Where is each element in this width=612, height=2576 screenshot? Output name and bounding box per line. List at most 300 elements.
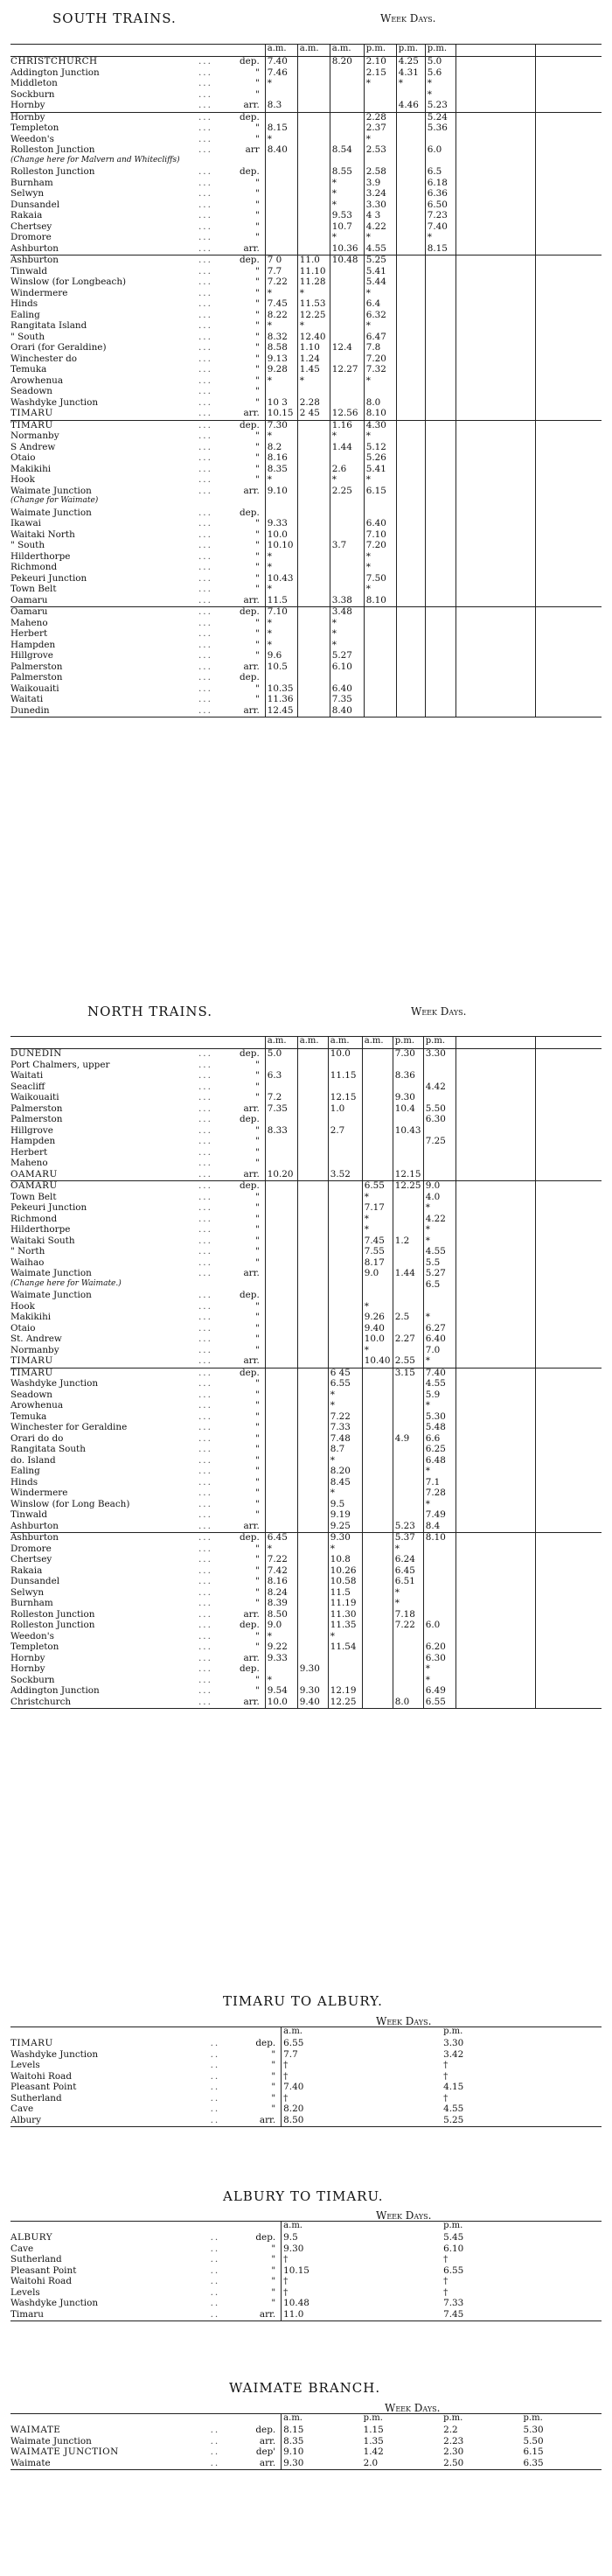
- time-cell: 7 0: [265, 256, 297, 267]
- time-cell: [265, 1412, 297, 1424]
- time-cell: *: [364, 584, 396, 596]
- time-cell: 6.3: [265, 1071, 297, 1082]
- time-cell: 10.8: [328, 1555, 362, 1566]
- timetable-row: [10, 1093, 602, 1104]
- blank-column: [456, 519, 535, 530]
- timetable-row: [10, 662, 602, 674]
- time-cell: [297, 1082, 328, 1094]
- time-cell: [328, 1334, 362, 1346]
- time-cell: *: [364, 431, 396, 443]
- blank-column: [456, 101, 535, 112]
- station-name: Pleasant Point: [10, 2082, 77, 2092]
- blank-column: [456, 1170, 535, 1181]
- timetable-row: [10, 311, 602, 322]
- time-cell: 4.42: [423, 1082, 456, 1094]
- dep-arr-marker: ": [254, 1246, 260, 1256]
- time-cell: [328, 1214, 362, 1226]
- time-cell: *: [423, 1664, 456, 1676]
- leader-dots: ...: [198, 1092, 212, 1102]
- blank-column: [456, 1158, 535, 1170]
- time-cell: [393, 1686, 423, 1698]
- time-cell: 7.32: [364, 365, 396, 376]
- leader-dots: ...: [198, 1312, 212, 1322]
- time-cell: [297, 1356, 328, 1368]
- timetable-row: [10, 2277, 602, 2288]
- blank-column: [535, 57, 602, 68]
- time-cell: [330, 112, 364, 123]
- station-name: Cave: [10, 2104, 34, 2114]
- station-name: Hampden: [10, 639, 56, 650]
- dep-arr-marker: ": [254, 650, 260, 661]
- blank-column: [535, 267, 602, 278]
- time-cell: 8.40: [330, 706, 364, 718]
- station-name: Selwyn: [10, 1586, 45, 1598]
- leader-dots: ...: [198, 607, 240, 619]
- station-name: St. Andrew: [10, 1334, 62, 1344]
- time-cell: 8.4: [423, 1522, 456, 1533]
- time-cell: 5.0: [425, 57, 456, 68]
- south-week-days-label: Week Days.: [380, 12, 436, 24]
- time-cell: [265, 1158, 297, 1170]
- blank-column: [535, 1478, 602, 1489]
- time-cell: [396, 420, 425, 431]
- station-name: Hook: [10, 1300, 35, 1312]
- time-cell: [425, 574, 456, 585]
- blank-column: [456, 354, 535, 366]
- time-cell: [330, 552, 364, 564]
- time-cell: [396, 189, 425, 200]
- time-cell: 8.16: [265, 1577, 297, 1588]
- station-name: Waitati: [10, 694, 44, 704]
- time-cell: *: [364, 233, 396, 244]
- time-cell: [396, 584, 425, 596]
- time-cell: 9.40: [362, 1324, 393, 1335]
- time-cell: [265, 1181, 297, 1193]
- time-cell: 2 45: [297, 409, 330, 420]
- timetable-row: [10, 695, 602, 706]
- timetable-row: [10, 1368, 602, 1379]
- time-cell: 10.58: [328, 1577, 362, 1588]
- time-cell: [297, 1423, 328, 1434]
- time-cell: [297, 497, 330, 508]
- blank-column: [535, 1158, 602, 1170]
- blank-column: [535, 211, 602, 222]
- dep-arr-marker: arr.: [243, 661, 260, 672]
- time-cell: 10.4: [393, 1104, 423, 1116]
- time-column-header: p.m.: [442, 2027, 602, 2040]
- time-cell: *: [328, 1456, 362, 1467]
- header-blank: [198, 1037, 240, 1049]
- time-cell: 4.0: [423, 1193, 456, 1204]
- timetable-row: [10, 178, 602, 190]
- station-name: DUNEDIN: [10, 1049, 198, 1060]
- timetable-row: [10, 1577, 602, 1588]
- leader-dots: ...: [198, 1334, 212, 1344]
- dep-arr-marker: ": [254, 1070, 260, 1081]
- timetable-row: [10, 1346, 602, 1357]
- time-cell: [297, 1577, 328, 1588]
- station-name: Sockburn: [10, 88, 55, 100]
- station-name: Orari (for Geraldine): [10, 342, 107, 353]
- blank-column: [456, 321, 535, 332]
- blank-column: [456, 1632, 535, 1643]
- station-name: Palmerston: [10, 1102, 63, 1114]
- blank-column: [456, 1466, 535, 1478]
- leader-dots: ...: [198, 1246, 212, 1256]
- station-name: Richmond: [10, 1213, 58, 1224]
- time-cell: [396, 619, 425, 630]
- time-cell: [330, 68, 364, 80]
- time-cell: [330, 101, 364, 112]
- blank-column: [535, 596, 602, 607]
- time-cell: [425, 629, 456, 640]
- time-cell: 7.0: [423, 1346, 456, 1357]
- dep-arr-marker: ": [254, 1059, 260, 1070]
- dep-arr-marker: arr.: [243, 408, 260, 418]
- leader-dots: ...: [198, 1049, 240, 1060]
- dep-arr-marker: ": [254, 1378, 260, 1389]
- time-cell: *: [364, 289, 396, 300]
- leader-dots: ...: [198, 166, 212, 177]
- blank-column: [535, 519, 602, 530]
- dep-arr-marker: ": [254, 1334, 260, 1344]
- station-name: " North: [10, 1246, 45, 1256]
- station-name: Timaru: [10, 2310, 211, 2321]
- leader-dots: ...: [198, 572, 212, 584]
- dep-arr-marker: ": [254, 353, 260, 364]
- time-column-header: p.m.: [396, 45, 425, 57]
- dep-arr-marker: ": [254, 78, 260, 88]
- time-cell: 8.10: [423, 1533, 456, 1544]
- time-cell: 9.33: [265, 519, 297, 530]
- dep-arr-marker: dep': [255, 2446, 276, 2457]
- dep-arr-marker: ": [254, 1586, 260, 1598]
- time-cell: 6.32: [364, 311, 396, 322]
- time-cell: 9.26: [362, 1312, 393, 1324]
- dep-arr-marker: dep.: [240, 166, 260, 177]
- time-cell: [297, 706, 330, 718]
- time-cell: [297, 1247, 328, 1258]
- leader-dots: ...: [198, 396, 212, 408]
- time-cell: *: [423, 1236, 456, 1248]
- leader-dots: ..: [210, 2038, 220, 2048]
- time-cell: [396, 574, 425, 585]
- time-cell: [265, 1247, 297, 1258]
- time-cell: [265, 1302, 297, 1313]
- time-cell: [425, 365, 456, 376]
- time-cell: 12.19: [328, 1686, 362, 1698]
- time-cell: [423, 1577, 456, 1588]
- leader-dots: ...: [198, 133, 212, 144]
- blank-column: [535, 1599, 602, 1610]
- time-cell: 9.30: [297, 1686, 328, 1698]
- time-cell: [425, 651, 456, 662]
- time-cell: 8.24: [265, 1588, 297, 1600]
- time-cell: 8.16: [265, 453, 297, 465]
- time-cell: [362, 1060, 393, 1072]
- time-cell: [425, 684, 456, 696]
- time-cell: [265, 1137, 297, 1148]
- time-cell: [393, 1203, 423, 1214]
- leader-dots: ...: [198, 1124, 212, 1136]
- time-cell: 1.2: [393, 1236, 423, 1248]
- blank-column: [535, 1104, 602, 1116]
- time-cell: [396, 398, 425, 410]
- header-blank: [10, 1037, 198, 1049]
- time-cell: 5.48: [423, 1423, 456, 1434]
- time-cell: [297, 1312, 328, 1324]
- time-cell: *: [330, 629, 364, 640]
- time-cell: 8.0: [364, 398, 396, 410]
- time-cell: [265, 1434, 297, 1446]
- leader-dots: ...: [198, 1224, 212, 1235]
- dep-arr-marker: ": [254, 1191, 260, 1202]
- time-cell: [393, 1664, 423, 1676]
- station-name: Palmerston: [10, 672, 63, 682]
- station-name: ALBURY: [10, 2232, 53, 2243]
- blank-column: [456, 1236, 535, 1248]
- blank-column: [535, 673, 602, 684]
- blank-column: [535, 1698, 602, 1709]
- time-cell: [328, 1654, 362, 1665]
- leader-dots: ...: [198, 1476, 212, 1488]
- station-name: Addington Junction: [10, 66, 100, 78]
- time-cell: 8.2: [265, 443, 297, 454]
- dep-arr-marker: ": [254, 1554, 260, 1564]
- time-cell: [265, 157, 297, 168]
- timetable-row: [10, 1423, 602, 1434]
- time-cell: [396, 497, 425, 508]
- time-cell: 7.20: [364, 354, 396, 366]
- time-cell: [297, 79, 330, 90]
- time-cell: 2.55: [393, 1356, 423, 1368]
- time-cell: [364, 684, 396, 696]
- leader-dots: ...: [198, 1344, 212, 1355]
- time-cell: 8.10: [364, 409, 396, 420]
- dep-arr-marker: ": [271, 2286, 276, 2298]
- time-cell: †: [443, 2286, 449, 2298]
- time-cell: [425, 332, 456, 344]
- leader-dots: ...: [198, 287, 212, 298]
- dep-arr-marker: dep.: [240, 1620, 260, 1630]
- time-cell: [297, 453, 330, 465]
- leader-dots: ...: [198, 1652, 212, 1663]
- blank-column: [535, 1247, 602, 1258]
- blank-column: [456, 1510, 535, 1522]
- leader-dots: ...: [198, 364, 212, 374]
- header-row: [10, 2414, 602, 2426]
- time-cell: [423, 1170, 456, 1181]
- time-cell: 3.52: [328, 1170, 362, 1181]
- time-cell: 11.19: [328, 1599, 362, 1610]
- time-cell: 6.49: [423, 1686, 456, 1698]
- time-cell: *: [330, 475, 364, 486]
- dep-arr-marker: arr.: [243, 594, 260, 606]
- station-name: Albury: [10, 2116, 211, 2127]
- station-name: Maheno: [10, 1158, 48, 1168]
- blank-column: [456, 365, 535, 376]
- station-name: Levels: [10, 2286, 40, 2298]
- leader-dots: ...: [198, 1114, 212, 1124]
- time-cell: [423, 1555, 456, 1566]
- leader-dots: ...: [198, 309, 212, 320]
- time-cell: [393, 1510, 423, 1522]
- time-cell: [393, 1214, 423, 1226]
- time-cell: 9.10: [282, 2447, 362, 2459]
- time-cell: [265, 1368, 297, 1379]
- time-cell: [396, 277, 425, 289]
- time-cell: [393, 1500, 423, 1511]
- time-cell: [265, 1466, 297, 1478]
- leader-dots: ...: [198, 420, 240, 431]
- header-blank: [254, 2222, 282, 2234]
- dep-arr-marker: ": [254, 572, 260, 584]
- blank-column: [535, 68, 602, 80]
- blank-column: [535, 497, 602, 508]
- dep-arr-marker: arr.: [243, 1355, 260, 1366]
- timetable-row: [10, 2116, 602, 2127]
- dep-arr-marker: dep.: [240, 1114, 260, 1124]
- time-cell: [396, 475, 425, 486]
- time-cell: [423, 1158, 456, 1170]
- timetable-row: [10, 1401, 602, 1412]
- time-cell: [297, 1060, 328, 1072]
- time-cell: 11.5: [265, 596, 297, 607]
- header-blank: [240, 45, 265, 57]
- time-cell: 5.45: [443, 2232, 464, 2243]
- blank-column: [456, 1093, 535, 1104]
- time-cell: 8.36: [393, 1071, 423, 1082]
- timetable-row: [10, 244, 602, 256]
- leader-dots: ..: [210, 2092, 220, 2104]
- time-cell: [265, 1312, 297, 1324]
- timetable-row: [10, 1610, 602, 1621]
- time-cell: 7.30: [265, 420, 297, 431]
- time-cell: 6.4: [364, 299, 396, 311]
- leader-dots: ...: [198, 242, 212, 254]
- time-cell: [330, 519, 364, 530]
- blank-column: [535, 629, 602, 640]
- station-name: Hilderthorpe: [10, 1224, 71, 1235]
- blank-column: [535, 101, 602, 112]
- time-cell: [362, 1488, 393, 1500]
- time-column-header: a.m.: [265, 45, 297, 57]
- time-cell: 8.17: [362, 1258, 393, 1270]
- time-cell: 7.40: [282, 2082, 442, 2094]
- blank-column: [535, 189, 602, 200]
- time-cell: [362, 1390, 393, 1402]
- timetable-row: [10, 2310, 602, 2321]
- dep-arr-marker: ": [254, 1202, 260, 1213]
- blank-column: [535, 1060, 602, 1072]
- time-cell: [328, 1236, 362, 1248]
- leader-dots: ...: [198, 518, 212, 528]
- time-cell: [425, 607, 456, 619]
- dep-arr-marker: ": [254, 177, 260, 188]
- blank-column: [535, 1456, 602, 1467]
- dep-arr-marker: ": [254, 628, 260, 639]
- time-cell: [393, 1445, 423, 1456]
- blank-column: [535, 1654, 602, 1665]
- station-name: Hornby: [10, 100, 45, 110]
- time-cell: [297, 1599, 328, 1610]
- time-cell: 2.25: [330, 486, 364, 498]
- time-cell: [297, 123, 330, 135]
- timetable-row: [10, 541, 602, 552]
- time-cell: 5.27: [423, 1269, 456, 1280]
- time-cell: [265, 1324, 297, 1335]
- time-cell: 11.15: [328, 1071, 362, 1082]
- time-cell: [297, 1158, 328, 1170]
- time-cell: [396, 289, 425, 300]
- time-cell: 6.10: [330, 662, 364, 674]
- time-cell: [396, 596, 425, 607]
- time-cell: [297, 1434, 328, 1446]
- time-cell: 5.50: [523, 2435, 544, 2446]
- time-cell: [265, 1522, 297, 1533]
- time-cell: [393, 1225, 423, 1236]
- time-cell: 6.50: [425, 200, 456, 212]
- time-cell: [364, 90, 396, 102]
- timetable-row: [10, 563, 602, 574]
- time-cell: 10.36: [330, 244, 364, 256]
- time-cell: [297, 1203, 328, 1214]
- time-cell: 8.3: [265, 101, 297, 112]
- time-cell: [425, 530, 456, 542]
- time-cell: [328, 1148, 362, 1159]
- blank-column: [535, 1214, 602, 1226]
- timetable-row: [10, 157, 602, 168]
- time-cell: 9.30: [393, 1093, 423, 1104]
- timetable-row: [10, 1356, 602, 1368]
- time-cell: [425, 465, 456, 476]
- dep-arr-marker: ": [254, 1235, 260, 1246]
- leader-dots: ...: [198, 57, 240, 68]
- dep-arr-marker: dep.: [240, 1181, 265, 1193]
- dep-arr-marker: ": [254, 1224, 260, 1235]
- leader-dots: ...: [198, 1663, 212, 1674]
- time-cell: [396, 167, 425, 178]
- time-cell: *: [362, 1302, 393, 1313]
- station-name: Waimate: [10, 2459, 211, 2470]
- time-cell: 2.6: [330, 465, 364, 476]
- timetable-row: [10, 1324, 602, 1335]
- timetable-row: [10, 2104, 602, 2116]
- dep-arr-marker: ": [254, 320, 260, 331]
- time-cell: [297, 574, 330, 585]
- station-name: Pleasant Point: [10, 2264, 77, 2276]
- blank-column: [456, 1302, 535, 1313]
- blank-column: [456, 299, 535, 311]
- time-cell: 7.50: [364, 574, 396, 585]
- time-cell: [362, 1368, 393, 1379]
- leader-dots: ..: [210, 2104, 220, 2114]
- timetable-row: [10, 2255, 602, 2266]
- time-cell: 5.41: [364, 465, 396, 476]
- leader-dots: ...: [198, 1598, 212, 1608]
- time-cell: [396, 222, 425, 234]
- time-cell: 1.45: [297, 365, 330, 376]
- time-cell: 5.0: [265, 1049, 297, 1060]
- time-cell: 6.0: [425, 145, 456, 157]
- leader-dots: ...: [198, 650, 212, 661]
- leader-dots: ...: [198, 474, 212, 485]
- blank-column: [456, 1555, 535, 1566]
- time-cell: 6.55: [328, 1379, 362, 1390]
- time-cell: 6.45: [265, 1533, 297, 1544]
- timetable-row: [10, 673, 602, 684]
- station-name: Hinds: [10, 298, 38, 309]
